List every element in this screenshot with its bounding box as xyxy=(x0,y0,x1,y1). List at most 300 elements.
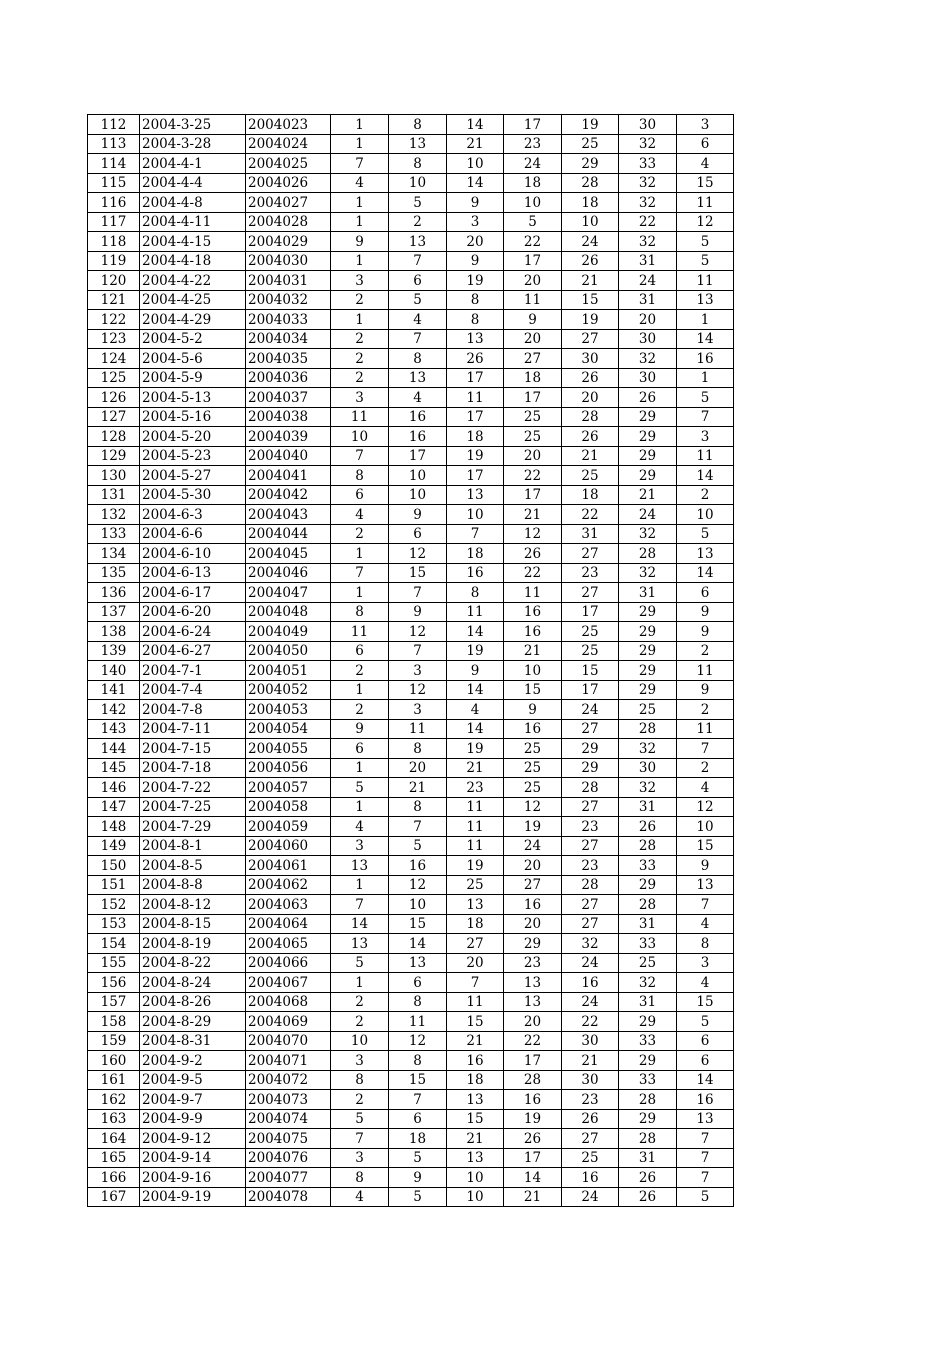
table-row xyxy=(88,953,734,973)
cell-number-1: 3 xyxy=(331,836,389,856)
cell-special-number: 7 xyxy=(677,1148,734,1168)
cell-number-2: 4 xyxy=(389,388,447,408)
cell-issue-number: 2004070 xyxy=(246,1031,331,1051)
cell-draw-date: 2004-4-4 xyxy=(140,173,246,193)
cell-number-4: 29 xyxy=(504,934,562,954)
cell-number-5: 23 xyxy=(562,563,619,583)
cell-issue-number: 2004063 xyxy=(246,895,331,915)
cell-number-6: 31 xyxy=(619,914,677,934)
cell-number-1: 7 xyxy=(331,563,389,583)
table-row xyxy=(88,427,734,447)
cell-issue-number: 2004054 xyxy=(246,719,331,739)
cell-issue-number: 2004055 xyxy=(246,739,331,759)
cell-number-1: 1 xyxy=(331,544,389,564)
table-row xyxy=(88,1051,734,1071)
cell-issue-number: 2004074 xyxy=(246,1109,331,1129)
cell-number-6: 32 xyxy=(619,232,677,252)
cell-number-2: 6 xyxy=(389,1109,447,1129)
cell-number-4: 20 xyxy=(504,271,562,291)
cell-number-6: 25 xyxy=(619,700,677,720)
cell-draw-date: 2004-7-4 xyxy=(140,680,246,700)
cell-number-1: 4 xyxy=(331,817,389,837)
table-row xyxy=(88,1109,734,1129)
cell-number-1: 1 xyxy=(331,134,389,154)
cell-issue-number: 2004056 xyxy=(246,758,331,778)
cell-number-5: 26 xyxy=(562,427,619,447)
cell-number-3: 20 xyxy=(447,232,504,252)
cell-draw-date: 2004-4-29 xyxy=(140,310,246,330)
cell-number-1: 6 xyxy=(331,739,389,759)
cell-number-4: 17 xyxy=(504,485,562,505)
table-row xyxy=(88,329,734,349)
table-row xyxy=(88,563,734,583)
cell-number-1: 8 xyxy=(331,602,389,622)
cell-draw-date: 2004-4-8 xyxy=(140,193,246,213)
cell-number-3: 18 xyxy=(447,1070,504,1090)
cell-number-3: 21 xyxy=(447,134,504,154)
cell-number-3: 10 xyxy=(447,505,504,525)
table-body xyxy=(88,115,734,1207)
cell-number-1: 5 xyxy=(331,953,389,973)
cell-special-number: 7 xyxy=(677,1168,734,1188)
cell-special-number: 10 xyxy=(677,505,734,525)
cell-issue-number: 2004037 xyxy=(246,388,331,408)
cell-row-index: 153 xyxy=(88,914,140,934)
cell-number-3: 26 xyxy=(447,349,504,369)
cell-number-6: 32 xyxy=(619,973,677,993)
cell-number-3: 10 xyxy=(447,1187,504,1207)
cell-number-2: 12 xyxy=(389,1031,447,1051)
cell-draw-date: 2004-6-27 xyxy=(140,641,246,661)
table-row xyxy=(88,934,734,954)
cell-number-5: 27 xyxy=(562,1129,619,1149)
cell-number-2: 9 xyxy=(389,602,447,622)
cell-number-1: 2 xyxy=(331,329,389,349)
table-row xyxy=(88,739,734,759)
cell-number-2: 5 xyxy=(389,1148,447,1168)
cell-row-index: 124 xyxy=(88,349,140,369)
cell-draw-date: 2004-9-14 xyxy=(140,1148,246,1168)
cell-special-number: 9 xyxy=(677,622,734,642)
cell-special-number: 12 xyxy=(677,797,734,817)
cell-number-5: 26 xyxy=(562,251,619,271)
cell-special-number: 7 xyxy=(677,407,734,427)
cell-issue-number: 2004029 xyxy=(246,232,331,252)
cell-number-3: 3 xyxy=(447,212,504,232)
cell-special-number: 5 xyxy=(677,251,734,271)
cell-special-number: 2 xyxy=(677,641,734,661)
cell-number-2: 13 xyxy=(389,368,447,388)
cell-number-3: 13 xyxy=(447,1148,504,1168)
cell-number-4: 22 xyxy=(504,232,562,252)
cell-number-3: 23 xyxy=(447,778,504,798)
cell-number-3: 4 xyxy=(447,700,504,720)
cell-number-2: 8 xyxy=(389,992,447,1012)
cell-special-number: 6 xyxy=(677,1031,734,1051)
cell-number-3: 21 xyxy=(447,1129,504,1149)
cell-issue-number: 2004032 xyxy=(246,290,331,310)
cell-row-index: 157 xyxy=(88,992,140,1012)
cell-number-5: 24 xyxy=(562,700,619,720)
cell-number-3: 17 xyxy=(447,368,504,388)
cell-number-6: 20 xyxy=(619,310,677,330)
cell-row-index: 136 xyxy=(88,583,140,603)
cell-number-2: 16 xyxy=(389,427,447,447)
cell-number-2: 13 xyxy=(389,953,447,973)
cell-number-5: 30 xyxy=(562,1031,619,1051)
cell-number-5: 26 xyxy=(562,1109,619,1129)
cell-number-4: 28 xyxy=(504,1070,562,1090)
cell-number-5: 25 xyxy=(562,622,619,642)
cell-row-index: 146 xyxy=(88,778,140,798)
cell-number-6: 33 xyxy=(619,1070,677,1090)
cell-number-4: 15 xyxy=(504,680,562,700)
cell-number-1: 7 xyxy=(331,446,389,466)
cell-number-6: 26 xyxy=(619,388,677,408)
cell-number-3: 9 xyxy=(447,193,504,213)
cell-draw-date: 2004-7-25 xyxy=(140,797,246,817)
cell-row-index: 132 xyxy=(88,505,140,525)
cell-number-5: 24 xyxy=(562,1187,619,1207)
cell-number-3: 10 xyxy=(447,1168,504,1188)
cell-row-index: 164 xyxy=(88,1129,140,1149)
cell-number-2: 7 xyxy=(389,583,447,603)
cell-number-2: 12 xyxy=(389,622,447,642)
table-row xyxy=(88,641,734,661)
cell-issue-number: 2004036 xyxy=(246,368,331,388)
cell-issue-number: 2004076 xyxy=(246,1148,331,1168)
cell-number-6: 31 xyxy=(619,1148,677,1168)
cell-special-number: 1 xyxy=(677,368,734,388)
cell-issue-number: 2004025 xyxy=(246,154,331,174)
table-row xyxy=(88,173,734,193)
cell-special-number: 4 xyxy=(677,778,734,798)
cell-draw-date: 2004-6-10 xyxy=(140,544,246,564)
cell-number-6: 32 xyxy=(619,173,677,193)
cell-draw-date: 2004-5-9 xyxy=(140,368,246,388)
cell-issue-number: 2004057 xyxy=(246,778,331,798)
cell-draw-date: 2004-8-15 xyxy=(140,914,246,934)
table-row xyxy=(88,719,734,739)
cell-draw-date: 2004-9-2 xyxy=(140,1051,246,1071)
cell-number-6: 33 xyxy=(619,856,677,876)
cell-number-1: 6 xyxy=(331,641,389,661)
cell-number-1: 3 xyxy=(331,1148,389,1168)
cell-row-index: 113 xyxy=(88,134,140,154)
cell-number-6: 29 xyxy=(619,466,677,486)
cell-draw-date: 2004-4-11 xyxy=(140,212,246,232)
cell-issue-number: 2004041 xyxy=(246,466,331,486)
cell-row-index: 167 xyxy=(88,1187,140,1207)
cell-number-1: 9 xyxy=(331,232,389,252)
table-row xyxy=(88,544,734,564)
cell-number-4: 23 xyxy=(504,134,562,154)
cell-number-1: 2 xyxy=(331,290,389,310)
cell-row-index: 127 xyxy=(88,407,140,427)
cell-number-3: 15 xyxy=(447,1012,504,1032)
cell-number-5: 25 xyxy=(562,1148,619,1168)
cell-number-5: 30 xyxy=(562,349,619,369)
cell-number-6: 29 xyxy=(619,427,677,447)
cell-row-index: 159 xyxy=(88,1031,140,1051)
cell-number-5: 26 xyxy=(562,368,619,388)
cell-special-number: 9 xyxy=(677,856,734,876)
table-row xyxy=(88,661,734,681)
cell-row-index: 118 xyxy=(88,232,140,252)
cell-number-6: 29 xyxy=(619,407,677,427)
cell-issue-number: 2004061 xyxy=(246,856,331,876)
cell-number-5: 21 xyxy=(562,446,619,466)
table-row xyxy=(88,1070,734,1090)
cell-number-5: 32 xyxy=(562,934,619,954)
cell-number-4: 16 xyxy=(504,719,562,739)
cell-number-4: 20 xyxy=(504,856,562,876)
cell-number-2: 16 xyxy=(389,856,447,876)
cell-issue-number: 2004073 xyxy=(246,1090,331,1110)
cell-draw-date: 2004-4-22 xyxy=(140,271,246,291)
cell-draw-date: 2004-9-16 xyxy=(140,1168,246,1188)
cell-number-4: 18 xyxy=(504,173,562,193)
cell-number-2: 12 xyxy=(389,680,447,700)
cell-number-4: 19 xyxy=(504,1109,562,1129)
cell-number-5: 27 xyxy=(562,329,619,349)
cell-number-5: 25 xyxy=(562,466,619,486)
cell-number-5: 31 xyxy=(562,524,619,544)
cell-row-index: 114 xyxy=(88,154,140,174)
cell-row-index: 147 xyxy=(88,797,140,817)
table-row xyxy=(88,505,734,525)
cell-draw-date: 2004-9-9 xyxy=(140,1109,246,1129)
cell-issue-number: 2004031 xyxy=(246,271,331,291)
cell-draw-date: 2004-4-18 xyxy=(140,251,246,271)
cell-number-1: 1 xyxy=(331,115,389,135)
table-row xyxy=(88,1031,734,1051)
cell-number-1: 6 xyxy=(331,485,389,505)
cell-number-3: 25 xyxy=(447,875,504,895)
cell-issue-number: 2004058 xyxy=(246,797,331,817)
cell-issue-number: 2004065 xyxy=(246,934,331,954)
cell-number-3: 27 xyxy=(447,934,504,954)
cell-number-5: 25 xyxy=(562,641,619,661)
table-row xyxy=(88,1090,734,1110)
cell-row-index: 120 xyxy=(88,271,140,291)
cell-number-6: 30 xyxy=(619,329,677,349)
cell-number-2: 7 xyxy=(389,251,447,271)
cell-special-number: 14 xyxy=(677,563,734,583)
cell-draw-date: 2004-5-6 xyxy=(140,349,246,369)
table-row xyxy=(88,622,734,642)
cell-draw-date: 2004-6-20 xyxy=(140,602,246,622)
cell-number-2: 9 xyxy=(389,505,447,525)
cell-number-3: 13 xyxy=(447,329,504,349)
cell-number-2: 8 xyxy=(389,797,447,817)
cell-number-4: 22 xyxy=(504,563,562,583)
cell-number-2: 5 xyxy=(389,290,447,310)
cell-number-3: 20 xyxy=(447,953,504,973)
cell-draw-date: 2004-3-28 xyxy=(140,134,246,154)
cell-number-4: 20 xyxy=(504,1012,562,1032)
cell-number-1: 1 xyxy=(331,583,389,603)
cell-number-1: 1 xyxy=(331,973,389,993)
cell-draw-date: 2004-8-31 xyxy=(140,1031,246,1051)
cell-row-index: 165 xyxy=(88,1148,140,1168)
cell-number-6: 24 xyxy=(619,505,677,525)
cell-number-3: 16 xyxy=(447,563,504,583)
cell-row-index: 151 xyxy=(88,875,140,895)
table-row xyxy=(88,583,734,603)
cell-number-4: 17 xyxy=(504,1148,562,1168)
cell-number-5: 27 xyxy=(562,914,619,934)
cell-row-index: 117 xyxy=(88,212,140,232)
cell-number-1: 13 xyxy=(331,856,389,876)
cell-number-2: 3 xyxy=(389,661,447,681)
cell-number-3: 18 xyxy=(447,914,504,934)
cell-number-2: 11 xyxy=(389,1012,447,1032)
cell-number-6: 29 xyxy=(619,641,677,661)
cell-issue-number: 2004039 xyxy=(246,427,331,447)
cell-number-1: 3 xyxy=(331,1051,389,1071)
cell-number-6: 26 xyxy=(619,1168,677,1188)
cell-special-number: 7 xyxy=(677,895,734,915)
cell-number-2: 6 xyxy=(389,973,447,993)
table-row xyxy=(88,895,734,915)
cell-draw-date: 2004-8-1 xyxy=(140,836,246,856)
cell-draw-date: 2004-5-23 xyxy=(140,446,246,466)
cell-issue-number: 2004043 xyxy=(246,505,331,525)
cell-number-6: 29 xyxy=(619,875,677,895)
cell-number-2: 18 xyxy=(389,1129,447,1149)
cell-number-1: 7 xyxy=(331,154,389,174)
cell-special-number: 4 xyxy=(677,154,734,174)
cell-number-6: 28 xyxy=(619,895,677,915)
cell-number-1: 11 xyxy=(331,622,389,642)
cell-row-index: 143 xyxy=(88,719,140,739)
cell-special-number: 14 xyxy=(677,329,734,349)
table-row xyxy=(88,875,734,895)
cell-number-1: 1 xyxy=(331,251,389,271)
cell-number-3: 15 xyxy=(447,1109,504,1129)
table-row xyxy=(88,973,734,993)
table-row xyxy=(88,271,734,291)
cell-issue-number: 2004066 xyxy=(246,953,331,973)
cell-number-4: 20 xyxy=(504,329,562,349)
cell-number-4: 20 xyxy=(504,446,562,466)
cell-number-6: 30 xyxy=(619,115,677,135)
cell-special-number: 11 xyxy=(677,193,734,213)
cell-number-5: 23 xyxy=(562,1090,619,1110)
cell-number-4: 21 xyxy=(504,505,562,525)
cell-number-2: 21 xyxy=(389,778,447,798)
cell-issue-number: 2004045 xyxy=(246,544,331,564)
cell-number-1: 9 xyxy=(331,719,389,739)
table-row xyxy=(88,1012,734,1032)
cell-number-2: 8 xyxy=(389,349,447,369)
cell-draw-date: 2004-5-27 xyxy=(140,466,246,486)
cell-number-6: 31 xyxy=(619,251,677,271)
cell-number-1: 13 xyxy=(331,934,389,954)
cell-number-3: 17 xyxy=(447,407,504,427)
cell-issue-number: 2004053 xyxy=(246,700,331,720)
cell-number-4: 12 xyxy=(504,524,562,544)
cell-special-number: 2 xyxy=(677,700,734,720)
cell-issue-number: 2004060 xyxy=(246,836,331,856)
cell-number-1: 3 xyxy=(331,388,389,408)
table-row xyxy=(88,1187,734,1207)
cell-issue-number: 2004023 xyxy=(246,115,331,135)
cell-number-4: 16 xyxy=(504,1090,562,1110)
cell-issue-number: 2004067 xyxy=(246,973,331,993)
table-row xyxy=(88,778,734,798)
cell-number-6: 30 xyxy=(619,758,677,778)
cell-number-1: 1 xyxy=(331,680,389,700)
cell-number-5: 19 xyxy=(562,115,619,135)
table-row xyxy=(88,797,734,817)
cell-special-number: 15 xyxy=(677,836,734,856)
cell-special-number: 5 xyxy=(677,388,734,408)
cell-number-6: 33 xyxy=(619,1031,677,1051)
cell-special-number: 11 xyxy=(677,661,734,681)
cell-number-5: 27 xyxy=(562,797,619,817)
cell-issue-number: 2004027 xyxy=(246,193,331,213)
cell-draw-date: 2004-9-7 xyxy=(140,1090,246,1110)
cell-number-2: 5 xyxy=(389,1187,447,1207)
cell-number-3: 19 xyxy=(447,641,504,661)
cell-issue-number: 2004072 xyxy=(246,1070,331,1090)
cell-number-2: 11 xyxy=(389,719,447,739)
cell-number-5: 27 xyxy=(562,583,619,603)
cell-number-2: 9 xyxy=(389,1168,447,1188)
cell-number-5: 22 xyxy=(562,505,619,525)
cell-number-2: 7 xyxy=(389,817,447,837)
cell-number-4: 21 xyxy=(504,1187,562,1207)
cell-row-index: 128 xyxy=(88,427,140,447)
cell-number-2: 8 xyxy=(389,1051,447,1071)
table-row xyxy=(88,388,734,408)
cell-number-1: 2 xyxy=(331,992,389,1012)
cell-number-3: 21 xyxy=(447,758,504,778)
cell-number-6: 21 xyxy=(619,485,677,505)
cell-number-5: 27 xyxy=(562,895,619,915)
cell-issue-number: 2004064 xyxy=(246,914,331,934)
cell-number-6: 28 xyxy=(619,836,677,856)
cell-issue-number: 2004075 xyxy=(246,1129,331,1149)
cell-special-number: 12 xyxy=(677,212,734,232)
cell-draw-date: 2004-5-20 xyxy=(140,427,246,447)
cell-number-1: 10 xyxy=(331,1031,389,1051)
cell-number-5: 22 xyxy=(562,1012,619,1032)
cell-number-3: 14 xyxy=(447,719,504,739)
cell-number-5: 24 xyxy=(562,992,619,1012)
cell-draw-date: 2004-8-12 xyxy=(140,895,246,915)
cell-draw-date: 2004-5-16 xyxy=(140,407,246,427)
cell-row-index: 163 xyxy=(88,1109,140,1129)
cell-number-4: 17 xyxy=(504,1051,562,1071)
cell-number-1: 11 xyxy=(331,407,389,427)
cell-number-1: 1 xyxy=(331,310,389,330)
cell-issue-number: 2004052 xyxy=(246,680,331,700)
cell-number-2: 8 xyxy=(389,739,447,759)
cell-row-index: 119 xyxy=(88,251,140,271)
cell-number-6: 28 xyxy=(619,1129,677,1149)
table-row xyxy=(88,856,734,876)
cell-number-5: 23 xyxy=(562,817,619,837)
cell-number-1: 7 xyxy=(331,1129,389,1149)
cell-issue-number: 2004071 xyxy=(246,1051,331,1071)
cell-number-3: 14 xyxy=(447,680,504,700)
cell-number-5: 16 xyxy=(562,973,619,993)
cell-number-1: 1 xyxy=(331,212,389,232)
cell-number-2: 13 xyxy=(389,134,447,154)
